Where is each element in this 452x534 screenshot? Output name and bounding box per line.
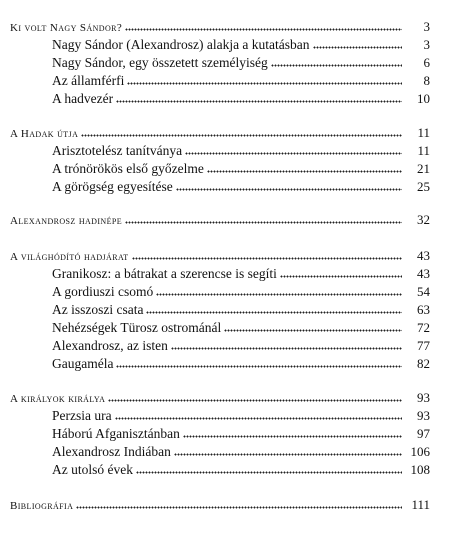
toc-item-title: Háború Afganisztánban [52, 426, 180, 441]
dot-leader [127, 75, 402, 85]
toc-section-entry[interactable] [10, 389, 430, 408]
toc-item [0, 319, 452, 337]
toc-page-number: 63 [417, 302, 430, 317]
dot-leader [174, 446, 402, 456]
toc-item-title: Granikosz: a bátrakat a szerencse is segíti [52, 266, 277, 281]
toc-item [0, 461, 452, 479]
toc-page-number: 43 [417, 266, 430, 281]
toc-page-number: 93 [417, 390, 430, 405]
toc-item-entry[interactable] [52, 142, 430, 160]
toc-item-title: Az államférfi [52, 73, 125, 88]
toc-page-number: 3 [423, 37, 430, 52]
toc-item-title: A hadvezér [52, 91, 114, 106]
toc-page-number: 8 [423, 73, 430, 88]
toc-item-title: Perzsia ura [52, 408, 112, 423]
toc-page-number: 72 [417, 320, 430, 335]
dot-leader [176, 181, 402, 191]
dot-leader [81, 127, 402, 137]
toc-item-entry[interactable] [52, 301, 430, 319]
toc-section-entry[interactable] [10, 18, 430, 37]
toc-page-number: 32 [417, 212, 430, 227]
toc-item-entry[interactable] [52, 265, 430, 283]
toc-page-number: 54 [417, 284, 430, 299]
dot-leader [313, 39, 402, 49]
toc-page-number: 6 [423, 55, 430, 70]
dot-leader [271, 57, 402, 67]
toc-section-title: A világhódító hadjárat [10, 251, 129, 263]
toc-page-number: 11 [417, 125, 430, 140]
toc-item-title: Alexandrosz Indiában [52, 444, 171, 459]
toc-item-title: Az utolsó évek [52, 462, 133, 477]
toc-item [0, 355, 452, 373]
toc-item-entry[interactable] [52, 283, 430, 301]
toc-item-entry[interactable] [52, 337, 430, 355]
toc-page-number: 21 [417, 161, 430, 176]
toc-item-entry[interactable] [52, 443, 430, 461]
toc-item-title: A trónörökös első győzelme [52, 161, 204, 176]
toc-item-title: Nagy Sándor, egy összetett személyiség [52, 55, 268, 70]
toc-item-entry[interactable] [52, 319, 430, 337]
toc-item [0, 72, 452, 90]
toc-section [0, 124, 452, 142]
toc-item [0, 425, 452, 443]
dot-leader [132, 250, 402, 260]
toc-section [0, 211, 452, 229]
toc-item-entry[interactable] [52, 90, 430, 108]
toc-page-number: 111 [411, 497, 430, 512]
toc-item [0, 36, 452, 54]
toc-page-number: 82 [417, 356, 430, 371]
toc-section-title: Ki volt Nagy Sándor? [10, 22, 123, 34]
toc-section [0, 18, 452, 36]
toc-section-entry[interactable] [10, 124, 430, 143]
toc-item [0, 265, 452, 283]
toc-page-number: 77 [417, 338, 430, 353]
toc-item-title: Az isszoszi csata [52, 302, 144, 317]
dot-leader [156, 286, 402, 296]
toc-item-entry[interactable] [52, 461, 430, 479]
toc-item [0, 142, 452, 160]
toc-item [0, 301, 452, 319]
toc-page-number: 108 [410, 462, 430, 477]
toc-item-title: A gordiuszi csomó [52, 284, 154, 299]
toc-page-number: 3 [423, 19, 430, 34]
toc-section-title: A királyok királya [10, 393, 106, 405]
toc-item-title: Gaugaméla [52, 356, 114, 371]
toc-item [0, 337, 452, 355]
toc-section-title: Alexandrosz hadinépe [10, 215, 123, 227]
dot-leader [185, 145, 402, 155]
dot-leader [76, 499, 402, 509]
toc-item-entry[interactable] [52, 425, 430, 443]
toc-item [0, 160, 452, 178]
toc-page-number: 106 [410, 444, 430, 459]
toc-page-number: 93 [417, 408, 430, 423]
toc-page-number: 10 [417, 91, 430, 106]
toc-item-entry[interactable] [52, 72, 430, 90]
dot-leader [125, 214, 402, 224]
dot-leader [171, 340, 402, 350]
toc-page-number: 97 [417, 426, 430, 441]
dot-leader [116, 358, 402, 368]
toc-item [0, 407, 452, 425]
dot-leader [146, 304, 402, 314]
dot-leader [183, 428, 402, 438]
toc-section-entry[interactable] [10, 211, 430, 230]
toc-item [0, 443, 452, 461]
toc-item-title: Alexandrosz, az isten [52, 338, 168, 353]
toc-section-entry[interactable] [10, 247, 430, 266]
toc-item-entry[interactable] [52, 355, 430, 373]
toc-item-entry[interactable] [52, 36, 430, 54]
toc-item-entry[interactable] [52, 407, 430, 425]
toc-page-number: 25 [417, 179, 430, 194]
toc-page-number: 11 [417, 143, 430, 158]
toc-item [0, 90, 452, 108]
dot-leader [280, 268, 402, 278]
dot-leader [125, 21, 402, 31]
toc-section-title: Bibliográfia [10, 500, 74, 512]
dot-leader [136, 464, 402, 474]
toc-item-title: Nagy Sándor (Alexandrosz) alakja a kutatásban [52, 37, 310, 52]
dot-leader [115, 410, 402, 420]
toc-page-number: 43 [417, 248, 430, 263]
toc-section [0, 389, 452, 407]
toc-item [0, 283, 452, 301]
toc-section [0, 496, 452, 514]
dot-leader [207, 163, 402, 173]
toc-item-title: Nehézségek Türosz ostrománál [52, 320, 222, 335]
toc-item-entry[interactable] [52, 54, 430, 72]
toc-section-entry[interactable] [10, 496, 430, 515]
toc-item-entry[interactable] [52, 178, 430, 196]
toc-item-entry[interactable] [52, 160, 430, 178]
dot-leader [116, 93, 402, 103]
dot-leader [108, 392, 402, 402]
toc-item-title: Arisztotelész tanítványa [52, 143, 183, 158]
toc-section [0, 247, 452, 265]
dot-leader [224, 322, 402, 332]
toc-item [0, 54, 452, 72]
toc-item-title: A görögség egyesítése [52, 179, 173, 194]
toc-section-title: A Hadak útja [10, 128, 79, 140]
toc-item [0, 178, 452, 196]
